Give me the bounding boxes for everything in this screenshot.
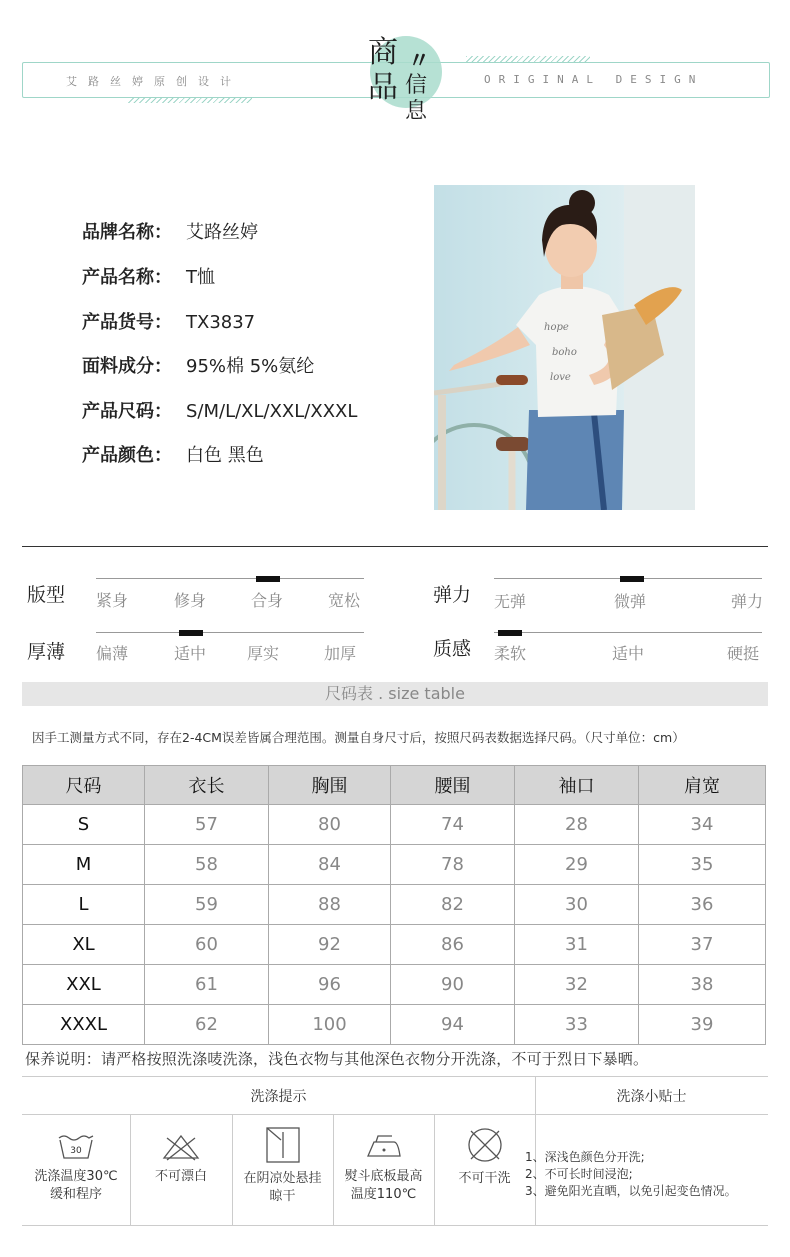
size-table-note: 因手工测量方式不同，存在2-4CM误差皆属合理范围。测量自身尺寸后，按照尺码表数据选择尺码。（尺寸单位：cm）: [32, 730, 685, 745]
table-row: [23, 965, 766, 1005]
tips-header: 洗涤小贴士: [616, 1089, 687, 1105]
wash-tips: [525, 1149, 737, 1200]
header-right-text: ORIGINAL DESIGN: [484, 73, 704, 86]
thickness-scale-line: [96, 632, 364, 633]
tip-1: 1、深浅色颜色分开洗;: [525, 1150, 645, 1164]
cell-cuff: 28: [515, 805, 639, 845]
cell-chest: 80: [269, 805, 391, 845]
wash-30-icon: [56, 1132, 96, 1162]
fit-title: 版型: [27, 584, 66, 606]
texture-option-3: 硬挺: [727, 644, 760, 663]
info-sizes: 产品尺码： S/M/L/XL/XXL/XXXL: [82, 401, 358, 422]
cell-shoulder: 39: [639, 1005, 766, 1045]
cell-shoulder: 34: [639, 805, 766, 845]
header-hatch-left: [128, 97, 252, 103]
wash-header: 洗涤提示: [250, 1089, 307, 1105]
fit-option-2: 修身: [174, 591, 207, 610]
thickness-title: 厚薄: [27, 641, 66, 663]
section-divider: [22, 546, 768, 547]
wash-cell-2: [130, 1116, 232, 1226]
cell-size: M: [23, 845, 145, 885]
cell-length: 59: [145, 885, 269, 925]
elasticity-option-3: 弹力: [731, 592, 764, 611]
cell-waist: 94: [391, 1005, 515, 1045]
cell-size: L: [23, 885, 145, 925]
cell-chest: 100: [269, 1005, 391, 1045]
table-row: [23, 925, 766, 965]
cell-cuff: 31: [515, 925, 639, 965]
table-row: [23, 1005, 766, 1045]
care-statement: 保养说明：请严格按照洗涤唛洗涤，浅色衣物与其他深色衣物分开洗涤，不可于烈日下暴晒。: [25, 1050, 649, 1068]
thickness-scale-marker: [179, 630, 203, 636]
cell-waist: 82: [391, 885, 515, 925]
col-header-length: 衣长: [145, 766, 269, 805]
logo-quote-mark: 〃: [408, 48, 431, 74]
wash-cell-5-label-1: 不可干洗: [458, 1171, 511, 1186]
cell-cuff: 32: [515, 965, 639, 1005]
cell-waist: 90: [391, 965, 515, 1005]
shirt-text-3: love: [550, 372, 571, 383]
texture-title: 质感: [433, 638, 472, 660]
cell-cuff: 29: [515, 845, 639, 885]
wash-cell-3: [232, 1116, 333, 1226]
wash-cell-4-label-2: 温度110℃: [350, 1187, 417, 1202]
texture-scale-marker: [498, 630, 522, 636]
shirt-text-2: boho: [552, 347, 577, 358]
cell-shoulder: 37: [639, 925, 766, 965]
cell-size: XXL: [23, 965, 145, 1005]
logo-char-4: 息: [405, 99, 428, 124]
fit-option-4: 宽松: [328, 591, 361, 610]
info-name: 产品名称： T恤: [82, 267, 215, 288]
cell-chest: 96: [269, 965, 391, 1005]
wash-cell-1-label-1: 洗涤温度30℃: [34, 1169, 118, 1184]
info-brand: 品牌名称： 艾路丝婷: [82, 222, 258, 243]
fit-scale-marker: [256, 576, 280, 582]
col-header-shoulder: 肩宽: [639, 766, 766, 805]
tip-3: 3、避免阳光直晒，以免引起变色情况。: [525, 1184, 737, 1198]
wash-cell-1: [22, 1116, 130, 1226]
fit-option-1: 紧身: [96, 591, 129, 610]
wash-cell-3-label-2: 晾干: [269, 1189, 296, 1204]
col-header-size: 尺码: [23, 766, 145, 805]
col-header-chest: 胸围: [269, 766, 391, 805]
model-illustration: [434, 185, 695, 510]
col-header-waist: 腰围: [391, 766, 515, 805]
thickness-option-1: 偏薄: [96, 644, 129, 663]
cell-shoulder: 35: [639, 845, 766, 885]
texture-option-1: 柔软: [494, 644, 527, 663]
col-header-cuff: 袖口: [515, 766, 639, 805]
elasticity-title: 弹力: [433, 584, 472, 606]
cell-cuff: 30: [515, 885, 639, 925]
no-dry-clean-icon: [465, 1126, 505, 1164]
cell-length: 57: [145, 805, 269, 845]
logo-char-3: 信: [405, 73, 428, 98]
wash-cell-3-label-1: 在阴凉处悬挂: [243, 1171, 322, 1186]
cell-size: XXXL: [23, 1005, 145, 1045]
size-table: [22, 765, 766, 1045]
wash-cell-5: [434, 1116, 535, 1226]
no-bleach-icon: [161, 1132, 201, 1162]
wash-cell-4-label-1: 熨斗底板最高: [344, 1169, 423, 1184]
fit-scale-line: [96, 578, 364, 579]
cell-length: 58: [145, 845, 269, 885]
cell-waist: 74: [391, 805, 515, 845]
table-row: [23, 805, 766, 845]
cell-length: 62: [145, 1005, 269, 1045]
table-row: [23, 845, 766, 885]
wash-cell-4: [333, 1116, 434, 1226]
cell-size: XL: [23, 925, 145, 965]
size-table-header-row: [23, 766, 766, 805]
texture-option-2: 适中: [612, 644, 645, 663]
cell-waist: 86: [391, 925, 515, 965]
info-fabric: 面料成分： 95%棉 5%氨纶: [82, 356, 315, 377]
thickness-option-3: 厚实: [247, 644, 280, 663]
cell-chest: 88: [269, 885, 391, 925]
header-hatch-right: [466, 56, 590, 62]
header: [0, 0, 790, 140]
thickness-option-4: 加厚: [324, 644, 357, 663]
info-sku: 产品货号： TX3837: [82, 312, 256, 333]
elasticity-scale-marker: [620, 576, 644, 582]
shirt-text-1: hope: [544, 322, 569, 333]
cell-waist: 78: [391, 845, 515, 885]
cell-chest: 92: [269, 925, 391, 965]
size-table-title: 尺码表 . size table: [22, 682, 768, 706]
wash-cell-1-label-2: 缓和程序: [49, 1187, 102, 1202]
logo-char-1: 商: [368, 35, 398, 70]
fit-option-3: 合身: [251, 591, 284, 610]
cell-shoulder: 38: [639, 965, 766, 1005]
cell-length: 61: [145, 965, 269, 1005]
cell-length: 60: [145, 925, 269, 965]
elasticity-option-1: 无弹: [494, 592, 527, 611]
header-left-text: 艾路丝婷原创设计: [66, 75, 242, 88]
cell-shoulder: 36: [639, 885, 766, 925]
cell-size: S: [23, 805, 145, 845]
texture-scale-line: [494, 632, 762, 633]
elasticity-option-2: 微弹: [614, 592, 647, 611]
tip-2: 2、不可长时间浸泡;: [525, 1167, 633, 1181]
info-colors: 产品颜色： 白色 黑色: [82, 445, 264, 466]
wash-cell-2-label-1: 不可漂白: [154, 1169, 207, 1184]
logo-char-2: 品: [368, 70, 398, 105]
product-photo: [434, 185, 695, 510]
cell-cuff: 33: [515, 1005, 639, 1045]
cell-chest: 84: [269, 845, 391, 885]
table-row: [23, 885, 766, 925]
line-dry-shade-icon: [263, 1126, 303, 1164]
thickness-option-2: 适中: [174, 644, 207, 663]
iron-110-icon: [364, 1132, 404, 1162]
svg-text:30: 30: [70, 1146, 82, 1156]
